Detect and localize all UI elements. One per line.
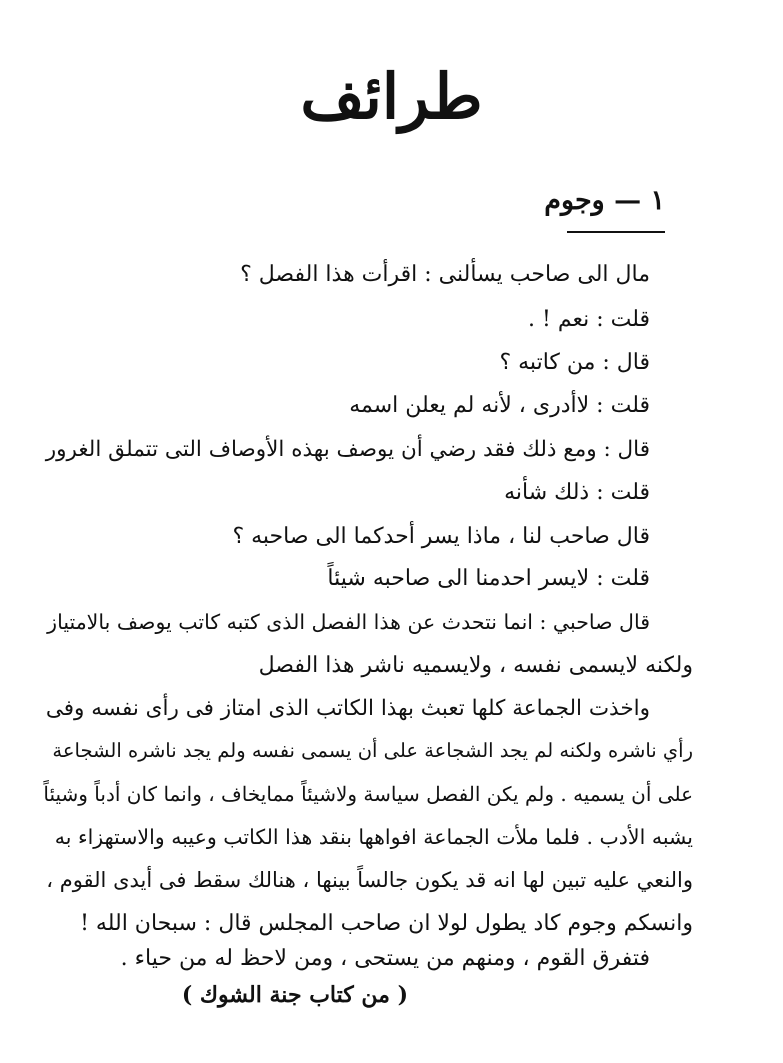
text-line: على أن يسميه . ولم يكن الفصل سياسة ولاشيئاً ممايخاف ، وانما كان أدباً وشيئاً <box>43 782 693 806</box>
section-heading: ١ — وجوم <box>544 185 665 216</box>
text-line: وانسكم وجوم كاد يطول لولا ان صاحب المجلس قال : سبحان الله ! <box>80 911 693 936</box>
text-line: قلت : لايسر احدمنا الى صاحبه شيئاً <box>327 566 650 591</box>
text-line: فتفرق القوم ، ومنهم من يستحى ، ومن لاحظ له من حياء . <box>120 946 650 971</box>
text-line: مال الى صاحب يسألنى : اقرأت هذا الفصل ؟ <box>240 262 650 287</box>
text-line: قال صاحبي : انما نتحدث عن هذا الفصل الذى كتبه كاتب يوصف بالامتياز <box>47 610 650 634</box>
text-line: رأي ناشره ولكنه لم يجد الشجاعة على أن يسمى نفسه ولم يجد ناشره الشجاعة <box>52 739 693 762</box>
text-line: ولكنه لايسمى نفسه ، ولايسميه ناشر هذا الفصل <box>258 653 693 678</box>
text-line: قال : من كاتبه ؟ <box>499 350 650 375</box>
section-heading-underline <box>567 231 665 233</box>
source-citation: ( من كتاب جنة الشوك ) <box>181 982 408 1008</box>
text-line: يشبه الأدب . فلما ملأت الجماعة افواهها بنقد هذا الكاتب وعيبه والاستهزاء به <box>54 825 693 849</box>
text-line: قال : ومع ذلك فقد رضي أن يوصف بهذه الأوصاف التى تتملق الغرور <box>45 437 650 462</box>
text-line: قال صاحب لنا ، ماذا يسر أحدكما الى صاحبه ؟ <box>232 524 650 549</box>
text-line: والنعي عليه تبين لها انه قد يكون جالساً بينها ، هنالك سقط فى أيدى القوم ، <box>46 868 693 892</box>
text-line: قلت : لاأدرى ، لأنه لم يعلن اسمه <box>349 393 650 418</box>
page-title: طرائف <box>300 60 483 133</box>
text-line: قلت : نعم ! . <box>528 307 650 332</box>
text-line: واخذت الجماعة كلها تعبث بهذا الكاتب الذى امتاز فى رأى نفسه وفى <box>45 696 650 721</box>
text-line: قلت : ذلك شأنه <box>504 480 650 505</box>
